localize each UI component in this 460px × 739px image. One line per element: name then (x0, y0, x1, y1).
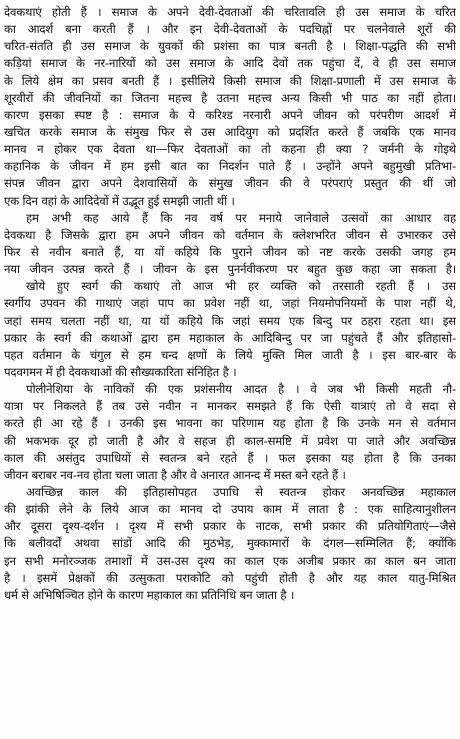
text-line: खचित करके समाज के संमुख फिर से उस आदियुग को प्रदर्शित करते हैं जबकि एक मानव (4, 124, 456, 139)
paragraph-first-line: खोये हुए स्वर्ग की कथाएं तो आज भी हर व्यक्ति को तरसाती रहती हैं । उस (26, 279, 456, 294)
text-line: करते ही आ रहे हैं । उनकी इस भावना का परिणाम यह होता है कि उनके मन से वर्तमान (4, 416, 456, 431)
paragraph-first-line: हम अभी कह आये हैं कि नव वर्ष पर मनाये जानेवाले उत्सवों का आधार वह (26, 210, 456, 225)
text-line: मानव न होकर एक देवता था—फिर देवताओं का तो कहना ही क्या ? जर्मनी के गोइथे (4, 142, 456, 157)
text-line: कड़ियां समाज के नर-नारियों को उस समाज के आदि देवों तक पहुंचा दें, वे ही उस समाज (4, 56, 456, 71)
text-line: फिर से नवीन बनाते हैं, या यों कहिये कि पुराने जीवन को नष्ट करके उसकी जगह हम (4, 244, 456, 259)
paragraph-first-line: पोलीनेशिया के नाविकों की एक प्रशंसनीय आदत है । वे जब भी किसी महती नौ- (26, 382, 456, 397)
text-line: कारण इसका स्पष्ट है : समाज के ये करिश्ड नरनारी अपने जीवन को परंपरीण आदर्श में (4, 107, 456, 122)
text-line: संपन्न जीवन द्वारा अपने देशवासियों के संमुख जीवन की वे परंपराएं प्रस्तुत की थीं जो (4, 176, 456, 191)
text-line: और दूसरा दृश्य-दर्शन । दृश्य में सभी प्रकार के नाटक, सभी प्रकार की प्रतियोगिताएं—जैसे (4, 519, 456, 534)
text-line: कि बलीवर्दों अथवा सांडों आदि की मुठभेड़, मुक्कामारों के दंगल—सम्मिलित हैं; क्योंकि (4, 536, 456, 551)
text-line: शूरवीरों की जीवनियों का जितना महत्त्व है उतना महत्त्व अन्य किसी भी पाठ का नहीं होता। (4, 90, 456, 105)
text-line: का आदर्श बना करती हैं । और इन देवी-देवताओं के पदचिह्नों पर चलनेवाले शूरों की (4, 22, 456, 37)
text-line: प्रकार के स्वर्ग की कथाओं द्वारा हम महाकाल के आदिबिन्दु पर जा पहुंचते हैं और इतिहासो- (4, 330, 456, 345)
text-line: कहानिक के जीवन में हम इसी बात का निदर्शन पाते हैं । उन्होंने अपने बहुमुखी प्रतिभा- (4, 159, 456, 174)
text-line: धर्म से अभिषिञ्चित होने के कारण महाकाल का प्रतिनिधि बन जाता है । (4, 587, 295, 602)
text-line: इन सभी मनोरञ्जक तमाशों में उस-उस दृश्य का काल एक अजीब प्रकार का काल बन जाता (4, 553, 456, 568)
text-line: है । इसमें प्रेक्षकों की उत्सुकता पराकोटि को पहुंची होती है और यह काल यातु-मिश्रित (4, 570, 456, 585)
text-line: यात्रा पर निकलते हैं तब उसे नवीन न मानकर समझते हैं कि ऐसी यात्राएं तो वे सदा से (4, 399, 456, 414)
text-line: पहत वर्तमान के चंगुल से हम चन्द क्षणों के लिये मुक्ति मिल जाती है । इस बार-बार के (4, 347, 456, 362)
text-line: की झांकी लेने के लिये आज का मानव दो उपाय काम में लाता है : एक साहित्यानुशीलन (4, 502, 456, 517)
text-line: देवकथाएं होती हैं । समाज के अपने देवी-देवताओं की चरितावलि ही उस समाज के चरित (4, 5, 456, 19)
paragraph-first-line: अवच्छिन्न काल की इतिहासोपहत उपाधि से स्वतन्त्र होकर अनवच्छिन्न महाकाल (26, 484, 456, 499)
text-line: के लिये क्षेम का प्रसव बनती हैं । इसीलिये किसी समाज की शिक्षा-प्रणाली में उस समाज के (4, 73, 456, 88)
text-line: एक दिन वहां के आदिदेवों में उद्भूत हुई समझी जाती थीं । (4, 193, 235, 208)
text-line: की भकभक दूर हो जाती है और वे सहज ही काल-समष्टि में प्रवेश पा जाते और अवच्छिन्न (4, 433, 456, 448)
text-line: स्वर्गीय उपवन की गाथाएं जहां पाप का प्रवेश नहीं था, जहां नियमोपनियमों के पाश नहीं थे, (4, 296, 456, 311)
text-line: नया जीवन उत्पन्न करते हैं । जीवन के इस पुनर्नवीकरण पर बहुत कुछ कहा जा सकता है। (4, 262, 456, 277)
text-line: देवकथा है जिसके द्वारा हम अपने जीवन को वर्तमान के क्लेशभरित जीवन से उभारकर उसे (4, 227, 456, 242)
text-line: चरित-संतति ही उस समाज के युवकों की प्रशंसा का पात्र बनती है । शिक्षा-पद्धति की सभी (4, 39, 456, 54)
text-line: काल की असंतुद उपाधियों से स्वतन्त्र बने रहते हैं । फल इसका यह होता है कि उनका (4, 450, 456, 465)
text-line: जहां समय चलता नहीं था, या यों कहिये कि जहां समय एक बिन्दु पर ठहरा रहता था। इस (4, 313, 456, 328)
text-line: जीवन बराबर नव-नव होता चला जाता है और वे अनारत आनन्द में मस्त बने रहते हैं । (4, 467, 346, 482)
text-line: पदवगमन में ही देवकथाओं की सौख्यकारिता संनिहित है । (4, 364, 237, 379)
